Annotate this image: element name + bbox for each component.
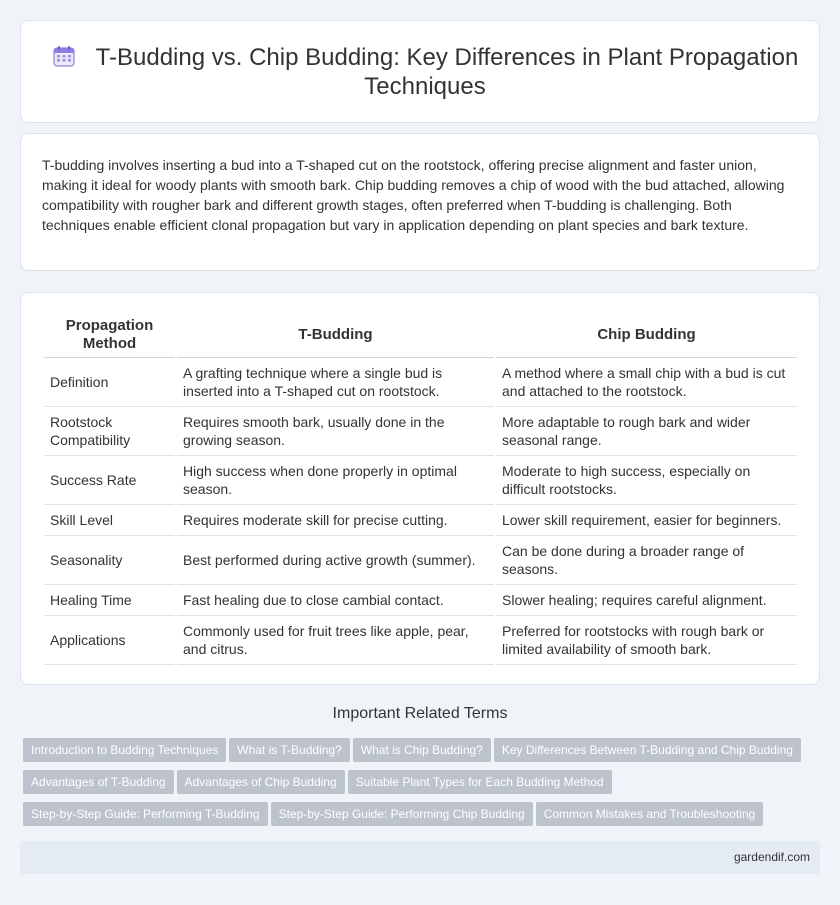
row-label: Success Rate [44,456,175,505]
chip-budding-cell: Can be done during a broader range of seasons. [496,536,797,585]
table-row [44,585,797,616]
table-row [44,456,797,505]
table-row [44,505,797,536]
row-label: Skill Level [44,505,175,536]
related-terms-title: Important Related Terms [332,705,508,722]
row-label: Definition [44,358,175,407]
related-term-link[interactable]: Step-by-Step Guide: Performing Chip Budding [271,802,533,826]
t-budding-cell: A grafting technique where a single bud is inserted into a T-shaped cut on rootstock. [177,358,494,407]
table-row [44,616,797,665]
row-label: Seasonality [44,536,175,585]
related-term-link[interactable]: What is T-Budding? [229,738,350,762]
chip-budding-cell: Lower skill requirement, easier for beginners. [496,505,797,536]
chip-budding-cell: Preferred for rootstocks with rough bark or limited availability of smooth bark. [496,616,797,665]
row-label: Healing Time [44,585,175,616]
t-budding-cell: Requires moderate skill for precise cutting. [177,505,494,536]
table-header-row [44,309,797,358]
t-budding-cell: Commonly used for fruit trees like apple, pear, and citrus. [177,616,494,665]
t-budding-cell: Requires smooth bark, usually done in the growing season. [177,407,494,456]
row-label: Applications [44,616,175,665]
related-term-link[interactable]: Advantages of T-Budding [23,770,174,794]
related-term-link[interactable]: Advantages of Chip Budding [177,770,345,794]
comparison-table-card [20,292,820,685]
site-name[interactable]: gardendif.com [733,850,810,864]
t-budding-cell: High success when done properly in optimal season. [177,456,494,505]
table-row [44,536,797,585]
page-title-text: T-Budding vs. Chip Budding: Key Differences in Plant Propagation Techniques [95,44,799,100]
header-propagation-method: Propagation Method [44,309,175,358]
table-row [44,358,797,407]
table-row [44,407,797,456]
related-term-link[interactable]: Suitable Plant Types for Each Budding Method [348,770,612,794]
related-terms-list [23,738,813,834]
t-budding-cell: Best performed during active growth (summer). [177,536,494,585]
calendar-icon [52,44,76,68]
t-budding-cell: Fast healing due to close cambial contact. [177,585,494,616]
row-label: Rootstock Compatibility [44,407,175,456]
related-term-link[interactable]: Introduction to Budding Techniques [23,738,226,762]
chip-budding-cell: Slower healing; requires careful alignment. [496,585,797,616]
related-term-link[interactable]: Key Differences Between T-Budding and Chip Budding [494,738,801,762]
page-title [51,43,799,101]
comparison-table [42,309,799,665]
chip-budding-cell: Moderate to high success, especially on difficult rootstocks. [496,456,797,505]
header-t-budding: T-Budding [177,309,494,358]
header-chip-budding: Chip Budding [496,309,797,358]
footer [20,841,820,874]
summary-card [20,133,820,271]
related-term-link[interactable]: Common Mistakes and Troubleshooting [536,802,763,826]
summary-text: T-budding involves inserting a bud into a T-shaped cut on the rootstock, offering precise alignment and faster union, making it ideal for woody plants with smooth bark. Chip budding removes a chip of wood with the bud attached, allowing compatibility with rougher bark and different growth stages, often preferred when T-budding is challenging. Both techniques enable efficient clonal propagation but vary in application depending on plant species and bark texture. [42,157,785,233]
related-term-link[interactable]: What is Chip Budding? [353,738,491,762]
chip-budding-cell: More adaptable to rough bark and wider seasonal range. [496,407,797,456]
related-term-link[interactable]: Step-by-Step Guide: Performing T-Budding [23,802,268,826]
title-card [20,20,820,123]
chip-budding-cell: A method where a small chip with a bud is cut and attached to the rootstock. [496,358,797,407]
